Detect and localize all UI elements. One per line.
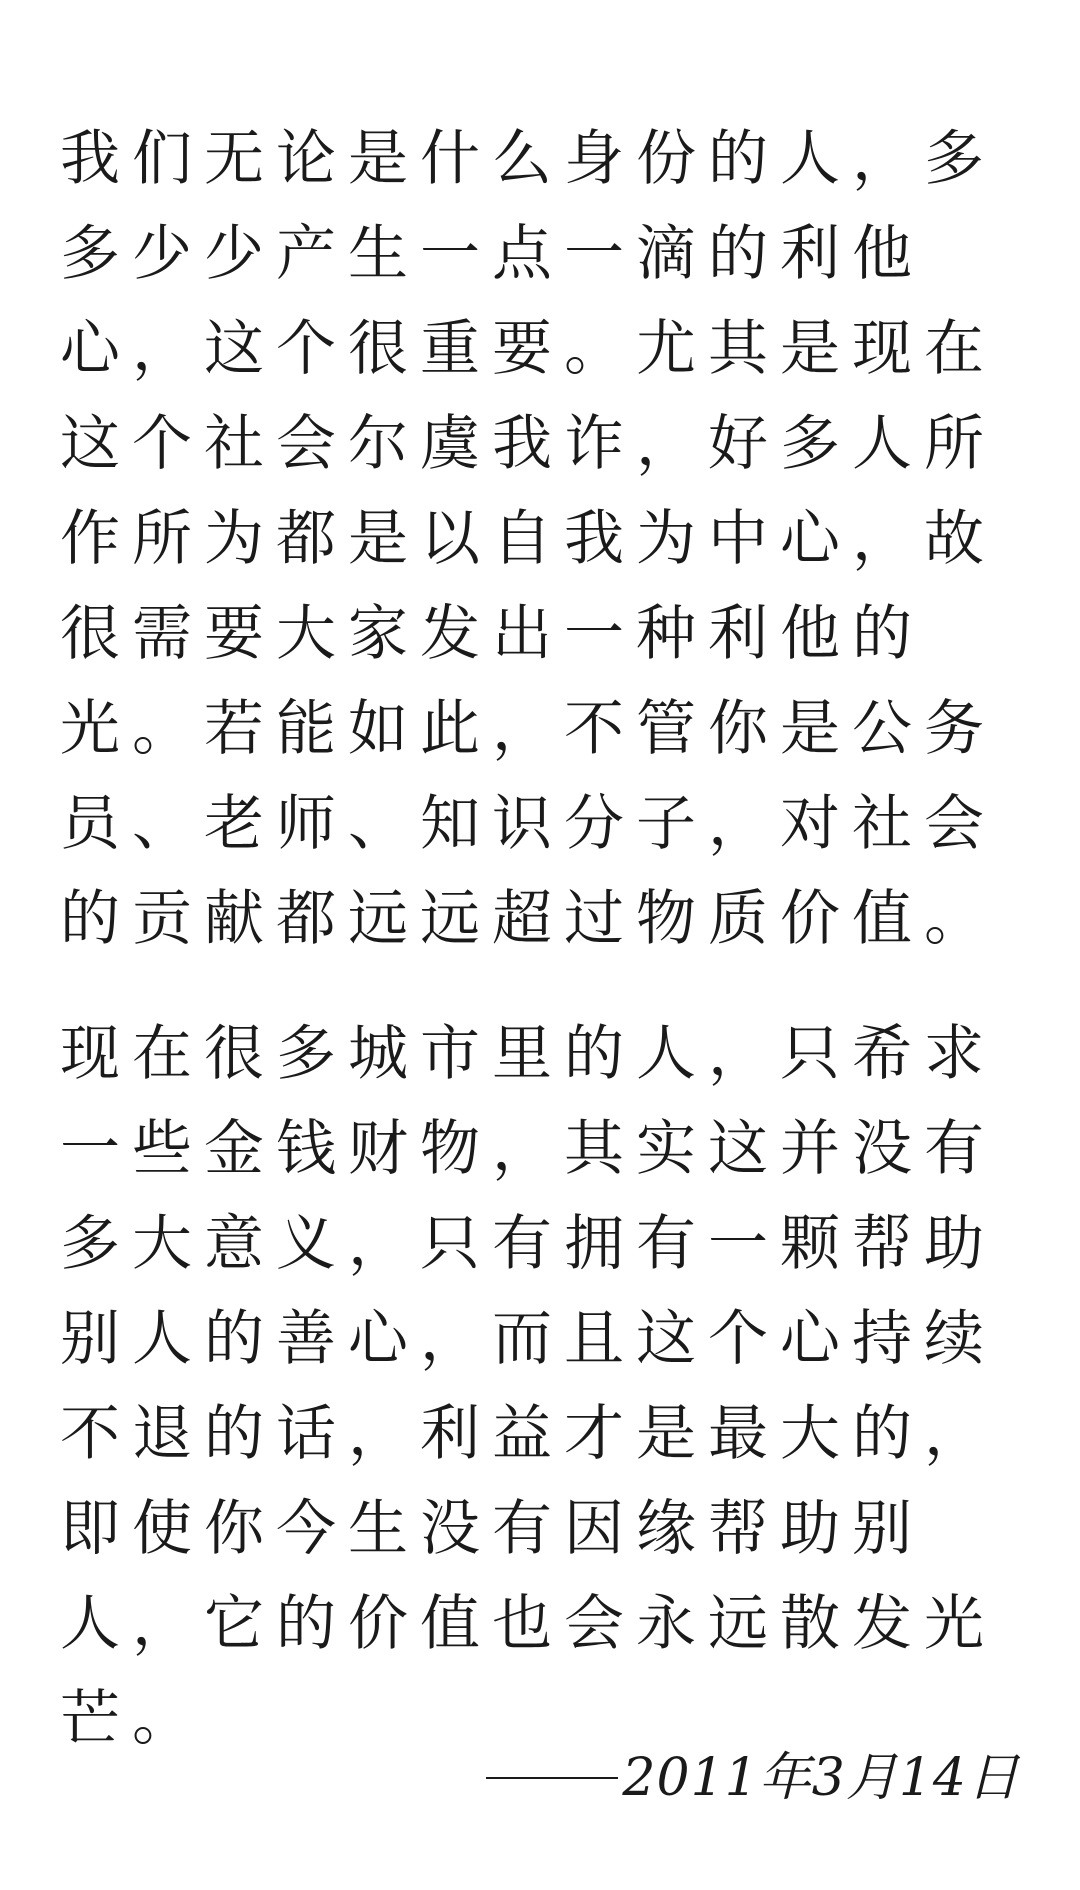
paragraph-1: 我们无论是什么身份的人，多多少少产生一点一滴的利他心，这个很重要。尤其是现在这个社会尔虞我诈，好多人所作所为都是以自我为中心，故很需要大家发出一种利他的光。若能如此，不管你是公务员、老师、知识分子，对社会的贡献都远远超过物质价值。: [60, 124, 996, 954]
paragraph-2: 现在很多城市里的人，只希求一些金钱财物，其实这并没有多大意义，只有拥有一颗帮助别人的善心，而且这个心持续不退的话，利益才是最大的，即使你今生没有因缘帮助别人，它的价值也会永远散发光芒。: [60, 1019, 996, 1754]
signature-date: 2011年3月14日: [622, 1748, 1020, 1808]
signature-date-line: [486, 1738, 1020, 1818]
signature-dash: [486, 1777, 618, 1779]
